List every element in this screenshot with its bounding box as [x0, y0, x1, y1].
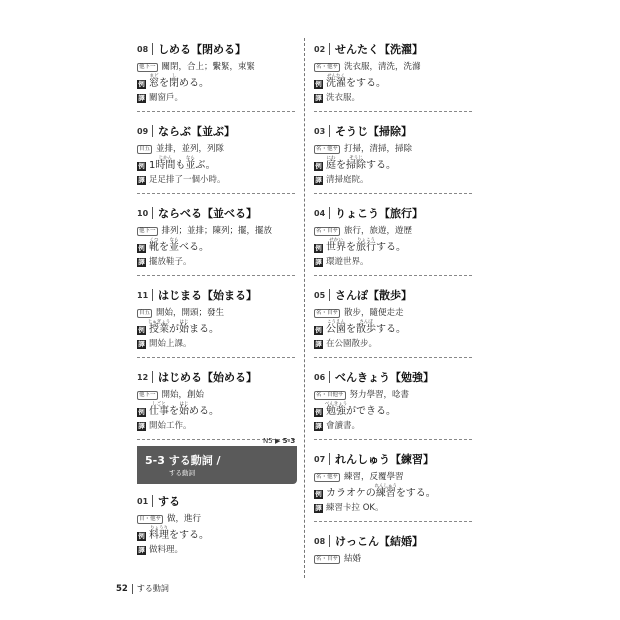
example-sentence	[326, 314, 406, 335]
example-segment: 時間 じかん	[155, 156, 176, 171]
example-segment: も	[175, 160, 186, 171]
example-segment: 仕事 しごと	[149, 402, 169, 417]
furigana: じゅぎょう	[147, 320, 171, 325]
example-segment: を	[159, 78, 169, 89]
example-tag: 例	[138, 326, 145, 334]
part-of-speech-tag: 名・他サ	[316, 474, 339, 480]
header-divider	[152, 207, 153, 219]
vocab-entry	[314, 450, 472, 532]
example-tag: 例	[138, 80, 145, 88]
arrow-icon: ▶	[274, 437, 281, 445]
entry-separator	[314, 439, 472, 440]
header-divider	[152, 371, 153, 383]
translation-text: 做料理。	[149, 545, 184, 555]
headword: べんきょう【勉強】	[335, 371, 434, 384]
meaning-text: 旅行，旅遊，遊歷	[344, 226, 413, 236]
entry-header	[137, 204, 295, 222]
headword: はじまる【始まる】	[158, 289, 257, 302]
level-label: N5	[263, 437, 273, 445]
vocab-entry	[314, 40, 472, 122]
page-footer	[116, 583, 169, 594]
translation-tag: 譯	[315, 94, 322, 102]
vocab-entry	[137, 40, 295, 122]
translation-line	[137, 255, 295, 267]
footer-divider	[132, 584, 133, 594]
example-sentence	[149, 520, 209, 541]
meaning-text: 結婚	[344, 554, 362, 564]
left-column	[137, 40, 295, 450]
meaning-text: 並排，並列，列隊	[156, 144, 225, 154]
example-tag: 例	[315, 408, 322, 416]
example-line	[137, 524, 295, 541]
entry-separator	[314, 521, 472, 522]
furigana: くつ	[149, 238, 159, 243]
entry-header	[137, 368, 295, 386]
entry-number: 04	[314, 208, 326, 218]
example-segment: 料理 りょうり	[149, 526, 169, 541]
vocab-entry	[314, 286, 472, 368]
headword: りょこう【旅行】	[335, 207, 423, 220]
translation-text: 擺放鞋子。	[149, 257, 192, 267]
header-divider	[329, 207, 330, 219]
section-subtitle: する動詞	[169, 469, 195, 477]
entry-separator	[314, 357, 472, 358]
translation-text: 關窗戶。	[149, 93, 184, 103]
translation-line	[314, 501, 472, 513]
example-tag: 例	[138, 408, 145, 416]
example-segment: を	[346, 242, 356, 253]
furigana: せんたく	[327, 74, 345, 79]
header-divider	[152, 289, 153, 301]
translation-tag: 譯	[315, 176, 322, 184]
meaning-text: 打掃，清掃，掃除	[344, 144, 413, 154]
translation-text: 會讀書。	[326, 421, 361, 431]
part-of-speech-tag: 他下一	[139, 228, 156, 234]
headword: ならぶ【並ぶ】	[158, 125, 235, 138]
section-title: 5-3 する動詞 /	[145, 454, 221, 467]
entry-number: 08	[314, 536, 326, 546]
headword: ならべる【並べる】	[158, 207, 257, 220]
meaning-text: 努力學習，唸書	[349, 390, 410, 400]
translation-tag: 譯	[315, 258, 322, 266]
furigana: しごと	[152, 402, 166, 407]
example-segment: 公園 こうえん	[326, 320, 346, 335]
meaning-text: 散步，隨便走走	[344, 308, 404, 318]
header-divider	[152, 125, 153, 137]
part-of-speech-tag: 名・自サ	[316, 228, 339, 234]
entry-header	[314, 532, 472, 550]
example-segment: 世界 せかい	[326, 238, 346, 253]
example-line	[314, 482, 472, 499]
translation-text: 洗衣服。	[326, 93, 361, 103]
example-tag: 例	[138, 162, 145, 170]
section-header-block	[137, 446, 297, 484]
entry-header	[137, 122, 295, 140]
entry-header	[314, 368, 472, 386]
furigana: まど	[149, 74, 159, 79]
furigana: し	[171, 74, 177, 79]
translation-tag: 譯	[315, 422, 322, 430]
example-segment: 窓 まど	[149, 74, 159, 89]
vocab-entry	[137, 492, 295, 574]
furigana: じかん	[158, 156, 173, 161]
header-divider	[152, 43, 153, 55]
example-segment: 散歩 さんぽ	[356, 320, 376, 335]
example-segment: をする。	[169, 530, 209, 541]
headword: さんぽ【散歩】	[335, 289, 412, 302]
translation-text: 開始工作。	[149, 421, 192, 431]
headword: しめる【閉める】	[158, 43, 246, 56]
example-segment: をする。	[395, 488, 436, 499]
example-sentence	[149, 150, 216, 171]
furigana: りょこう	[357, 238, 375, 243]
example-segment: 始 はじ	[179, 320, 189, 335]
vocab-entry	[314, 532, 472, 614]
vocab-entry	[314, 368, 472, 450]
example-segment: が	[169, 324, 179, 335]
vocab-entry	[314, 122, 472, 204]
example-segment: 靴 くつ	[149, 238, 159, 253]
entry-number: 10	[137, 208, 149, 218]
example-segment: 勉強 べんきょう	[324, 402, 348, 417]
translation-line	[314, 419, 472, 431]
example-line	[314, 400, 472, 417]
example-segment: 並 なら	[185, 156, 196, 171]
vocab-entry	[137, 204, 295, 286]
example-line	[314, 72, 472, 89]
example-sentence	[326, 478, 436, 499]
entry-separator	[314, 111, 472, 112]
furigana: なら	[169, 238, 179, 243]
header-divider	[329, 125, 330, 137]
example-segment: 庭 にわ	[326, 156, 336, 171]
translation-text: 練習卡拉 OK。	[326, 503, 384, 513]
translation-text: 開始上課。	[149, 339, 192, 349]
example-line	[137, 72, 295, 89]
headword: せんたく【洗濯】	[335, 43, 423, 56]
translation-tag: 譯	[138, 94, 145, 102]
furigana: はじ	[179, 320, 189, 325]
furigana: りょうり	[150, 526, 168, 531]
entry-header	[314, 204, 472, 222]
meaning-text: 洗衣服，清洗，洗滌	[344, 62, 421, 72]
entry-separator	[137, 275, 295, 276]
example-line	[137, 154, 295, 171]
entry-number: 02	[314, 44, 326, 54]
translation-line	[137, 173, 295, 185]
meaning-text: 排列；並排；陳列；擺，擺放	[161, 226, 273, 236]
headword: けっこん【結婚】	[335, 535, 423, 548]
example-sentence	[326, 396, 396, 417]
example-segment: を	[336, 160, 346, 171]
example-segment: カラオケの	[326, 488, 376, 499]
example-sentence	[326, 232, 406, 253]
example-segment: 閉 し	[169, 74, 179, 89]
header-divider	[329, 289, 330, 301]
part-of-speech-tag: 名・自他サ	[316, 392, 344, 398]
furigana: なら	[185, 156, 195, 161]
example-line	[314, 154, 472, 171]
entry-separator	[137, 111, 295, 112]
part-of-speech-tag: 名・自サ	[316, 310, 339, 316]
example-segment: 始 はじ	[179, 402, 189, 417]
entry-number: 05	[314, 290, 326, 300]
meaning-text: 做，進行	[167, 514, 202, 524]
furigana: さんぽ	[359, 320, 373, 325]
meaning-line	[314, 552, 472, 564]
translation-tag: 譯	[138, 258, 145, 266]
example-segment: を	[346, 324, 356, 335]
example-line	[137, 236, 295, 253]
translation-line	[137, 543, 295, 555]
header-divider	[329, 453, 330, 465]
example-sentence	[326, 68, 386, 89]
example-segment: する。	[376, 242, 406, 253]
entry-number: 09	[137, 126, 149, 136]
part-of-speech-tag: 名・他サ	[316, 146, 339, 152]
entry-header	[137, 492, 295, 510]
example-segment: 授業 じゅぎょう	[147, 320, 171, 335]
translation-line	[137, 419, 295, 431]
example-tag: 例	[315, 490, 322, 498]
entry-header	[314, 40, 472, 58]
example-segment: する。	[366, 160, 396, 171]
furigana: れんしゅう	[374, 484, 398, 489]
vocab-entry	[314, 204, 472, 286]
meaning-text: 關閉，合上；繫緊，束緊	[161, 62, 256, 72]
example-segment: ぶ。	[195, 160, 216, 171]
example-sentence	[149, 396, 219, 417]
example-line	[314, 236, 472, 253]
translation-text: 環遊世界。	[326, 257, 369, 267]
example-sentence	[326, 150, 396, 171]
entry-separator	[137, 193, 295, 194]
example-segment: 洗濯 せんたく	[326, 74, 346, 89]
translation-line	[314, 337, 472, 349]
furigana: せかい	[329, 238, 343, 243]
example-segment: まる。	[189, 324, 219, 335]
entry-number: 01	[137, 496, 149, 506]
example-segment: 練習 れんしゅう	[374, 484, 398, 499]
entry-number: 08	[137, 44, 149, 54]
example-sentence	[149, 232, 209, 253]
example-tag: 例	[138, 244, 145, 252]
header-divider	[329, 371, 330, 383]
part-of-speech-tag: 自五	[139, 310, 151, 316]
furigana: こうえん	[327, 320, 345, 325]
entry-header	[314, 122, 472, 140]
headword: はじめる【始める】	[158, 371, 257, 384]
right-column	[314, 40, 472, 614]
part-of-speech-tag: 自五	[139, 146, 151, 152]
vocab-entry	[137, 286, 295, 368]
entry-number: 07	[314, 454, 326, 464]
header-divider	[329, 43, 330, 55]
example-line	[137, 318, 295, 335]
example-sentence	[149, 68, 209, 89]
translation-tag: 譯	[315, 340, 322, 348]
entry-number: 06	[314, 372, 326, 382]
example-tag: 例	[315, 326, 322, 334]
translation-line	[314, 255, 472, 267]
entry-header	[137, 286, 295, 304]
section-number: 5-3	[282, 437, 296, 445]
translation-tag: 譯	[315, 504, 322, 512]
example-segment: べる。	[179, 242, 209, 253]
translation-line	[137, 337, 295, 349]
example-segment: 掃除 そうじ	[346, 156, 366, 171]
translation-tag: 譯	[138, 340, 145, 348]
entry-separator	[137, 357, 295, 358]
entry-header	[314, 286, 472, 304]
vocab-entry	[137, 122, 295, 204]
example-tag: 例	[315, 162, 322, 170]
part-of-speech-tag: 他下一	[139, 392, 156, 398]
entry-number: 12	[137, 372, 149, 382]
header-divider	[329, 535, 330, 547]
translation-text: 足足排了一個小時。	[149, 175, 226, 185]
suru-entry-area	[137, 492, 295, 574]
entry-separator	[314, 193, 472, 194]
translation-line	[314, 173, 472, 185]
column-divider	[304, 38, 305, 578]
entry-separator	[314, 275, 472, 276]
example-segment: める。	[179, 78, 209, 89]
part-of-speech-tag: 名・他サ	[316, 64, 339, 70]
translation-text: 清掃庭院。	[326, 175, 369, 185]
example-tag: 例	[315, 244, 322, 252]
example-segment: 1	[149, 160, 156, 171]
translation-text: 在公園散步。	[326, 339, 378, 349]
example-tag: 例	[315, 80, 322, 88]
example-segment: 旅行 りょこう	[356, 238, 376, 253]
example-segment: める。	[189, 406, 219, 417]
header-divider	[152, 495, 153, 507]
example-segment: をする。	[346, 78, 386, 89]
part-of-speech-tag: 自・他サ	[139, 516, 162, 522]
meaning-text: 開始，開頭；發生	[156, 308, 225, 318]
translation-tag: 譯	[138, 422, 145, 430]
example-segment: を	[159, 242, 169, 253]
example-segment: ができる。	[346, 406, 396, 417]
part-of-speech-tag: 名・自サ	[316, 556, 339, 562]
translation-tag: 譯	[138, 546, 145, 554]
translation-tag: 譯	[138, 176, 145, 184]
example-line	[314, 318, 472, 335]
example-segment: する。	[376, 324, 406, 335]
entry-header	[137, 40, 295, 58]
translation-line	[314, 91, 472, 103]
entry-header	[314, 450, 472, 468]
example-line	[137, 400, 295, 417]
furigana: べんきょう	[324, 402, 348, 407]
page-number: 52	[116, 583, 128, 594]
meaning-text: 開始，創始	[161, 390, 205, 400]
section-reference	[263, 437, 295, 445]
meaning-text: 練習，反覆學習	[344, 472, 404, 482]
furigana: はじ	[179, 402, 189, 407]
headword: する	[158, 495, 180, 508]
example-tag: 例	[138, 532, 145, 540]
footer-label: する動詞	[136, 584, 169, 593]
furigana: そうじ	[349, 156, 363, 161]
example-sentence	[149, 314, 219, 335]
headword: そうじ【掃除】	[335, 125, 412, 138]
translation-line	[137, 91, 295, 103]
furigana: にわ	[326, 156, 336, 161]
example-segment: を	[169, 406, 179, 417]
entry-number: 03	[314, 126, 326, 136]
entry-number: 11	[137, 290, 149, 300]
part-of-speech-tag: 他下一	[139, 64, 156, 70]
example-segment: 並 なら	[169, 238, 179, 253]
headword: れんしゅう【練習】	[335, 453, 434, 466]
